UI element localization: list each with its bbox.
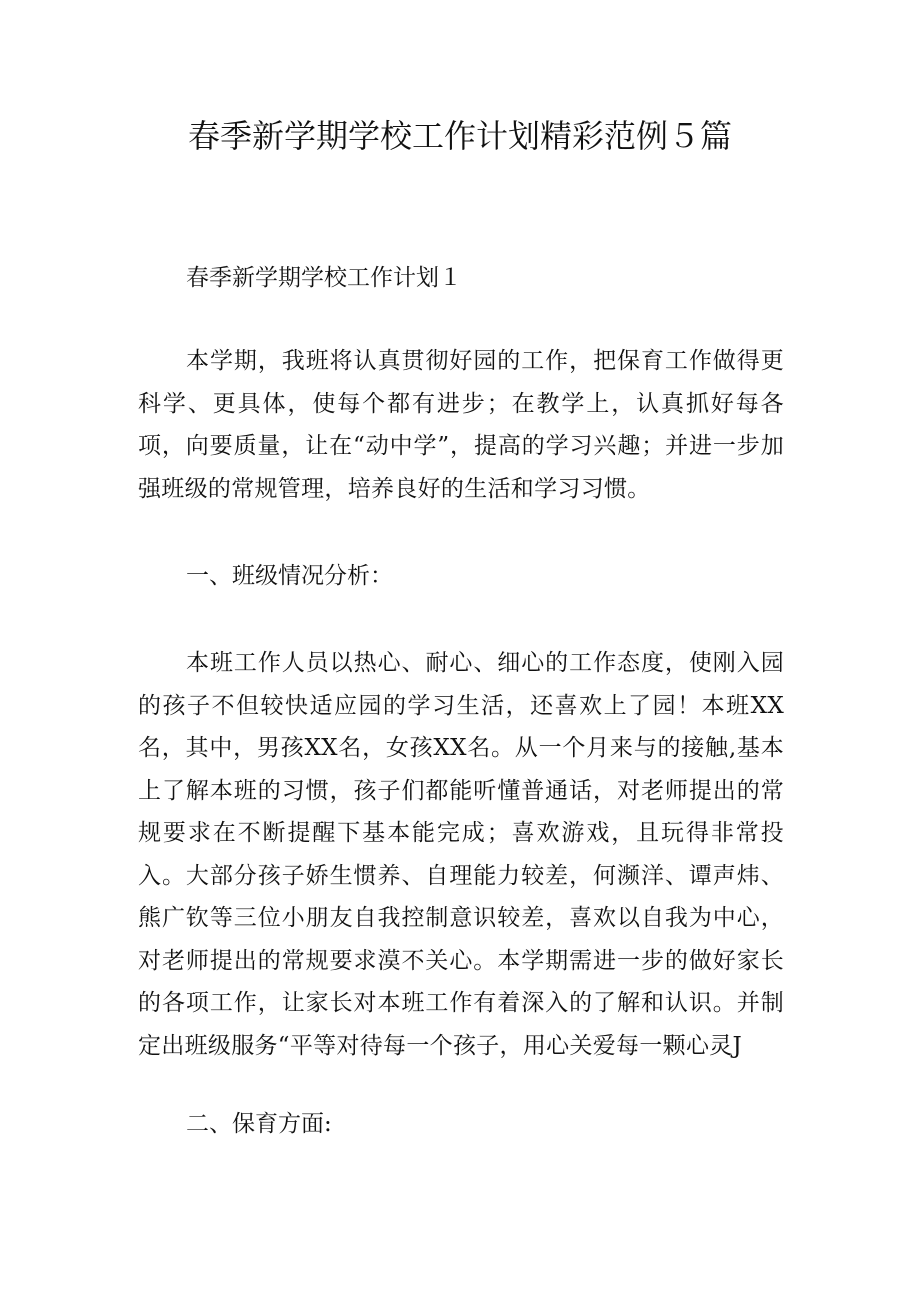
document-title: 春季新学期学校工作计划精彩范例５篇 [187,117,732,155]
part-one-paragraph: 本班工作人员以热心、耐心、细心的工作态度，使刚入园的孩子不但较快适应园的学习生活，还喜欢上了园！本班XX名，其中，男孩XX名，女孩XX名。从一个月来与的接触,基本上了解本班的习惯，孩子们都能听懂普通话，对老师提出的常规要求在不断提醒下基本能完成；喜欢游戏，且玩得非常投入。大部分孩子娇生惯养、自理能力较差，何濒洋、谭声炜、熊广钦等三位小朋友自我控制意识较差，喜欢以自我为中心，对老师提出的常规要求漠不关心。本学期需进一步的做好家长的各项工作，让家长对本班工作有着深入的了解和认识。并制定出班级服务“平等对待每一个孩子，用心关爱每一颗心灵J [138,650,784,1059]
part-one-heading: 一、班级情况分析： [186,563,393,589]
intro-paragraph: 本学期，我班将认真贯彻好园的工作，把保育工作做得更科学、更具体，使每个都有进步；在教学上，认真抓好每各项，向要质量，让在“动中学”，提高的学习兴趣；并进一步加强班级的常规管理，培养良好的生活和学习习惯。 [138,348,784,502]
part-two-heading: 二、保育方面: [186,1111,332,1137]
section-heading: 春季新学期学校工作计划１ [186,265,462,291]
